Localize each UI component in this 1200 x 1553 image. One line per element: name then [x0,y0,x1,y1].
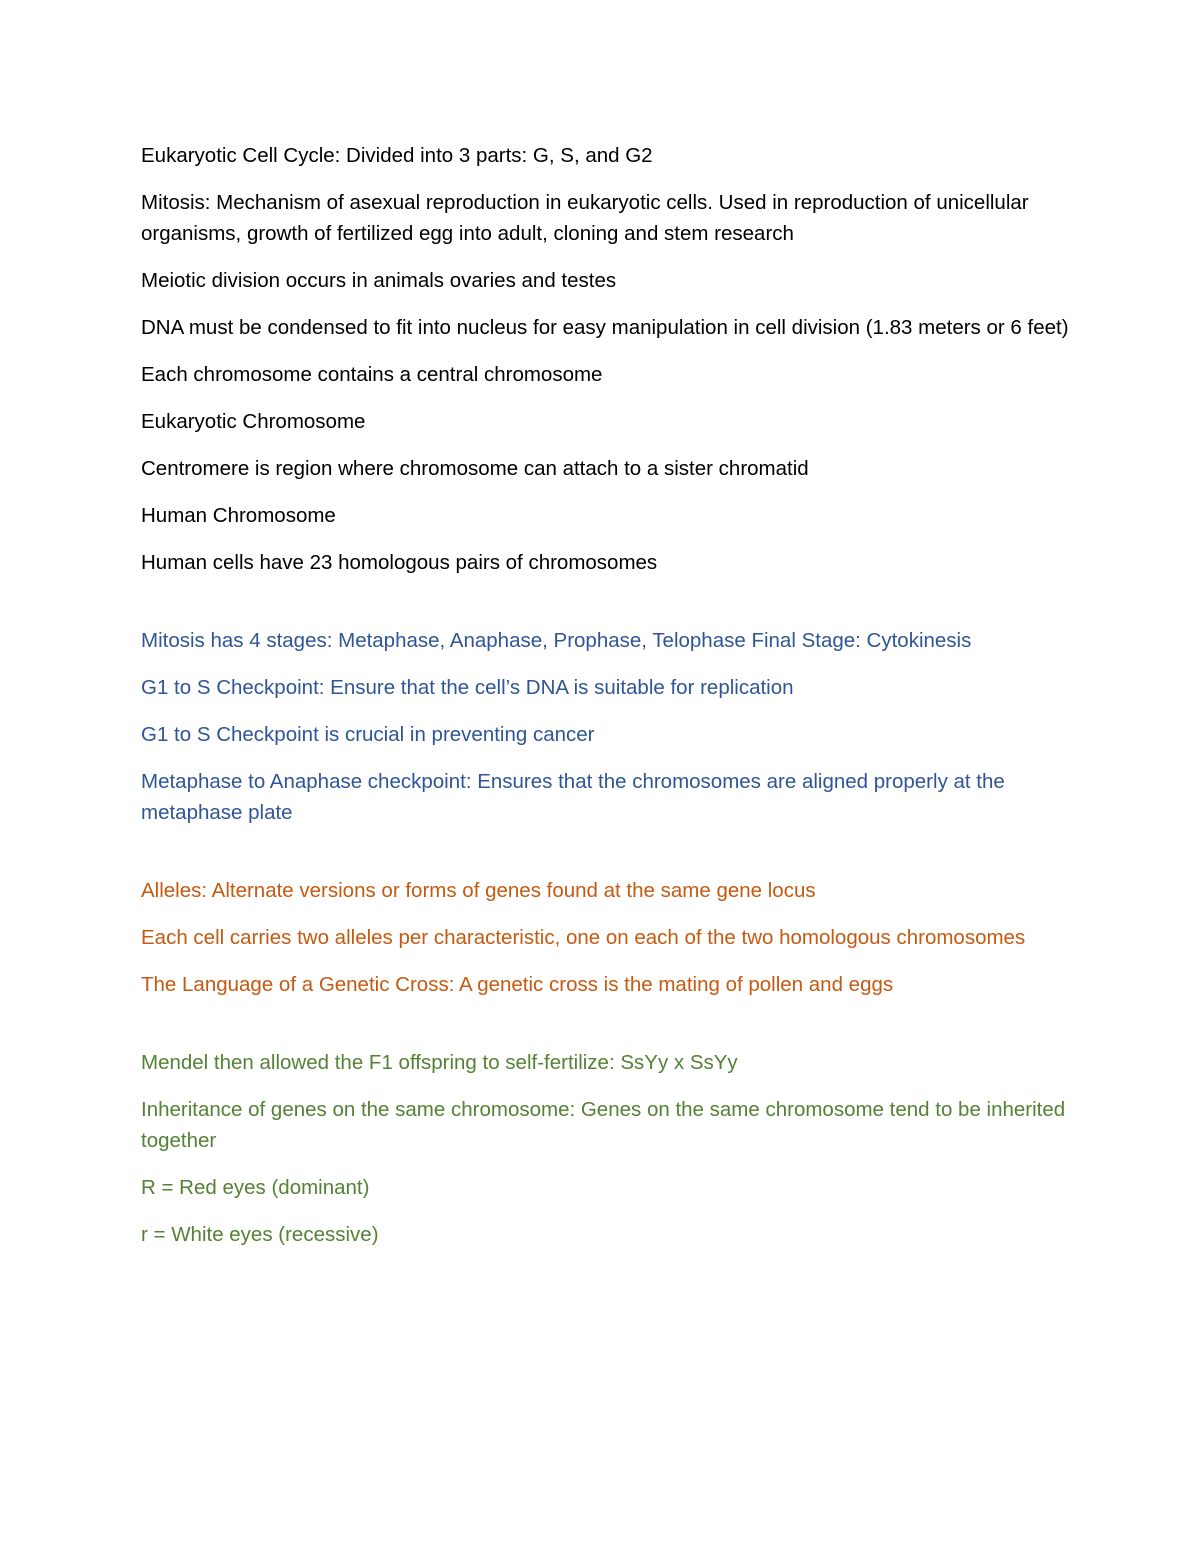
paragraph: Inheritance of genes on the same chromosome: Genes on the same chromosome tend to be inherited together [141,1098,1066,1152]
paragraph: Each chromosome contains a central chromosome [141,363,603,386]
paragraph: G1 to S Checkpoint is crucial in preventing cancer [141,723,595,746]
paragraph: R = Red eyes (dominant) [141,1176,370,1199]
paragraph: Centromere is region where chromosome can attach to a sister chromatid [141,457,809,480]
document-body [141,140,1071,1266]
paragraph: Mendel then allowed the F1 offspring to self-fertilize: SsYy x SsYy [141,1051,738,1074]
paragraph: The Language of a Genetic Cross: A genetic cross is the mating of pollen and eggs [141,973,894,996]
paragraph: Each cell carries two alleles per characteristic, one on each of the two homologous chromosomes [141,926,1026,949]
paragraph: Meiotic division occurs in animals ovaries and testes [141,269,617,292]
paragraph: Alleles: Alternate versions or forms of genes found at the same gene locus [141,879,816,902]
section-inheritance [141,1047,1071,1250]
paragraph: Eukaryotic Chromosome [141,410,366,433]
section-cell-cycle [141,140,1071,578]
paragraph: Eukaryotic Cell Cycle: Divided into 3 parts: G, S, and G2 [141,144,653,167]
paragraph: Human cells have 23 homologous pairs of chromosomes [141,551,658,574]
paragraph: G1 to S Checkpoint: Ensure that the cell’s DNA is suitable for replication [141,676,794,699]
paragraph: DNA must be condensed to fit into nucleus for easy manipulation in cell division (1.83 meters or 6 feet) [141,316,1069,339]
section-alleles [141,875,1071,1000]
paragraph: Metaphase to Anaphase checkpoint: Ensures that the chromosomes are aligned properly at the metaphase plate [141,770,1005,824]
paragraph: Mitosis has 4 stages: Metaphase, Anaphase, Prophase, Telophase Final Stage: Cytokinesis [141,629,972,652]
paragraph: r = White eyes (recessive) [141,1223,379,1246]
section-mitosis-checkpoints [141,625,1071,828]
paragraph: Mitosis: Mechanism of asexual reproduction in eukaryotic cells. Used in reproduction of unicellular organisms, growth of fertilized egg into adult, cloning and stem research [141,191,1029,245]
paragraph: Human Chromosome [141,504,336,527]
